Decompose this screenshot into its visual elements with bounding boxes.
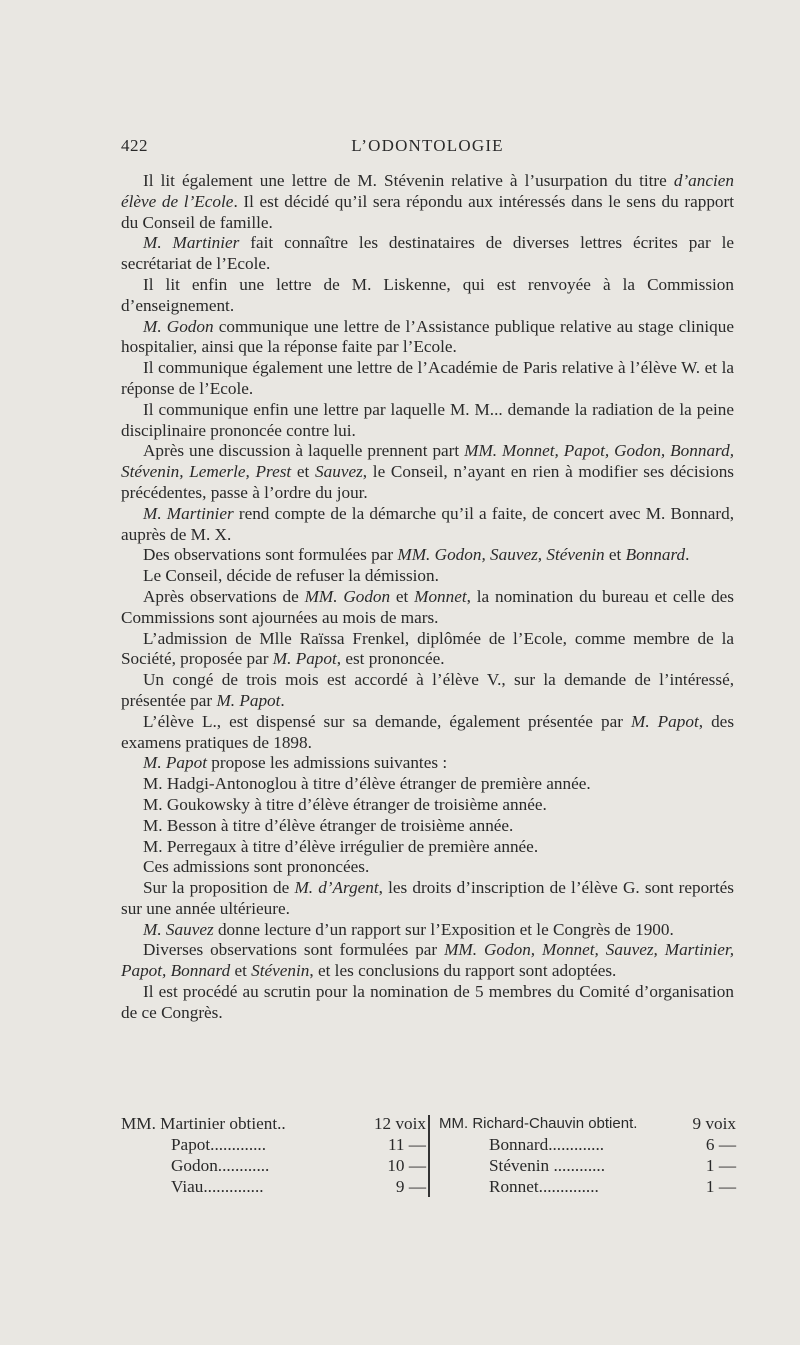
paragraph: L’élève L., est dispensé sur sa demande, également présentée par M. Papot, des examens pratiques de 1898.: [121, 711, 735, 752]
vote-count: 12 voix: [373, 1114, 426, 1133]
paragraph: Après observations de MM. Godon et Monnet, la nomination du bureau et celle des Commissions sont ajournées au mois de mars.: [121, 586, 734, 627]
vote-count: 11 —: [387, 1135, 426, 1154]
paragraph: M. Hadgi-Antonoglou à titre d’élève étranger de première année.: [143, 774, 591, 794]
paragraph: Il communique également une lettre de l’Académie de Paris relative à l’élève W. et la réponse de l’Ecole.: [121, 358, 734, 398]
vote-count: 9 voix: [692, 1114, 736, 1133]
paragraph: Un congé de trois mois est accordé à l’élève V., sur la demande de l’intéressé, présentée par M. Papot.: [121, 670, 734, 710]
running-title: L’ODONTOLOGIE: [351, 136, 504, 155]
vote-count: 1 —: [705, 1156, 736, 1175]
paragraph: Il est procédé au scrutin pour la nomination de 5 membres du Comité d’organisation de ce Congrès.: [121, 982, 734, 1022]
paragraph: L’admission de Mlle Raïssa Frenkel, diplômée de l’Ecole, comme membre de la Société, proposée par M. Papot, est prononcée.: [121, 628, 734, 669]
vote-row: [121, 1113, 426, 1134]
paragraph: Sur la proposition de M. d’Argent, les droits d’inscription de l’élève G. sont reportés sur une année ultérieure.: [121, 878, 734, 918]
page-header: [121, 136, 734, 158]
paragraph: Le Conseil, décide de refuser la démission.: [143, 566, 439, 586]
candidate-name: Ronnet..............: [489, 1177, 599, 1196]
vote-column-right: [439, 1113, 736, 1197]
paragraph: Il communique enfin une lettre par laquelle M. M... demande la radiation de la peine disciplinaire prononcée contre lui.: [121, 399, 734, 440]
candidate-name: MM. Richard-Chauvin obtient.: [439, 1115, 638, 1132]
paragraph: Il lit enfin une lettre de M. Liskenne, qui est renvoyée à la Commission d’enseignement.: [121, 274, 734, 315]
vote-row: [121, 1155, 426, 1176]
column-divider: [428, 1115, 430, 1197]
paragraph: M. Martinier rend compte de la démarche qu’il a faite, de concert avec M. Bonnard, auprès de M. X.: [121, 503, 735, 544]
candidate-name: Viau..............: [171, 1177, 264, 1196]
candidate-name: Godon............: [171, 1156, 270, 1175]
paragraph: M. Godon communique une lettre de l’Assistance publique relative au stage clinique hospitalier, ainsi que la réponse faite par l’Ecole.: [121, 316, 734, 357]
candidate-name: Stévenin ............: [489, 1156, 606, 1175]
vote-row: [439, 1176, 736, 1197]
paragraph: M. Besson à titre d’élève étranger de troisième année.: [143, 815, 514, 835]
paragraph: M. Goukowsky à titre d’élève étranger de troisième année.: [143, 794, 547, 814]
paragraph: Des observations sont formulées par MM. Godon, Sauvez, Stévenin et Bonnard.: [143, 545, 690, 565]
paragraph: Après une discussion à laquelle prennent part MM. Monnet, Papot, Godon, Bonnard, Stévenin, Lemerle, Prest et Sauvez, le Conseil, n’ayant en rien à modifier ses décisions précédentes, passe à l’ordre du jour.: [121, 441, 734, 502]
vote-column-left: [121, 1113, 426, 1197]
vote-row: [121, 1134, 426, 1155]
candidate-name: Papot.............: [171, 1135, 267, 1154]
candidate-name: Bonnard.............: [489, 1135, 605, 1154]
vote-count: 6 —: [705, 1135, 736, 1154]
paragraph: Diverses observations sont formulées par MM. Godon, Monnet, Sauvez, Martinier, Papot, Bonnard et Stévenin, et les conclusions du rapport sont adoptées.: [121, 940, 734, 981]
vote-count: 9 —: [395, 1177, 426, 1196]
vote-row: [439, 1113, 736, 1134]
candidate-name: MM. Martinier obtient..: [121, 1114, 286, 1133]
vote-row: [439, 1134, 736, 1155]
vote-count: 10 —: [387, 1156, 426, 1175]
paragraph: M. Sauvez donne lecture d’un rapport sur l’Exposition et le Congrès de 1900.: [143, 919, 674, 939]
paragraph: M. Perregaux à titre d’élève irrégulier de première année.: [143, 836, 539, 856]
paragraph: Ces admissions sont prononcées.: [143, 857, 370, 877]
vote-row: [439, 1155, 736, 1176]
paragraph: M. Papot propose les admissions suivantes :: [143, 753, 448, 773]
paragraph: Il lit également une lettre de M. Stévenin relative à l’usurpation du titre d’ancien élève de l’Ecole. Il est décidé qu’il sera répondu aux intéressés dans le sens du rapport du Conseil de famille.: [121, 171, 734, 232]
vote-row: [121, 1176, 426, 1197]
paragraph: M. Martinier fait connaître les destinataires de diverses lettres écrites par le secrétariat de l’Ecole.: [121, 233, 734, 274]
vote-count: 1 —: [705, 1177, 736, 1196]
page-number: 422: [121, 136, 148, 155]
body-text: [121, 171, 734, 1024]
